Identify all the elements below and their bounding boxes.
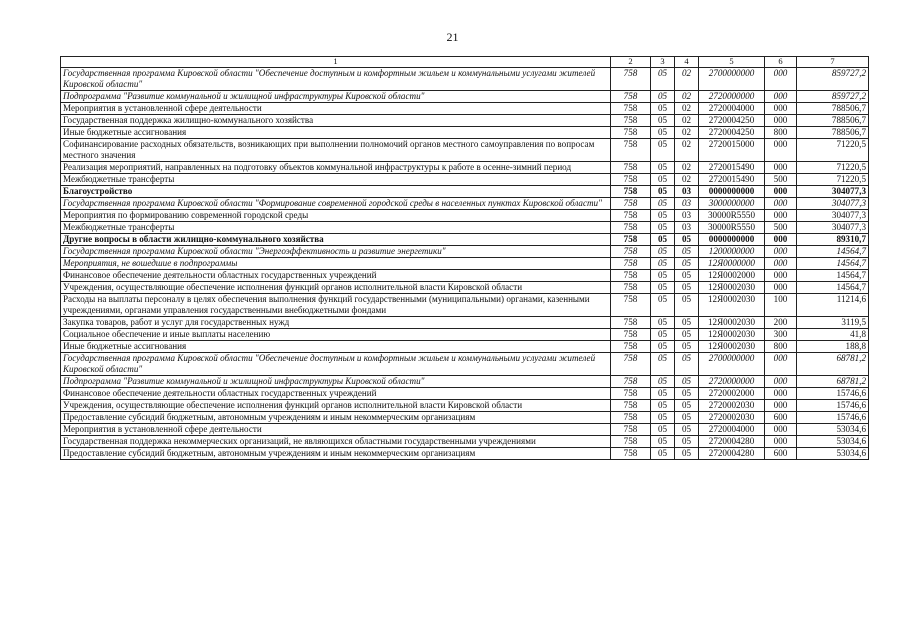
row-name: Мероприятия в установленной сфере деятельности bbox=[61, 424, 611, 436]
row-name: Благоустройство bbox=[61, 186, 611, 198]
row-subsection: 05 bbox=[675, 400, 699, 412]
row-admin-code: 758 bbox=[611, 388, 651, 400]
table-row bbox=[61, 294, 869, 317]
row-target-article: 2700000000 bbox=[699, 353, 765, 376]
table-row bbox=[61, 234, 869, 246]
row-section: 05 bbox=[651, 115, 675, 127]
row-admin-code: 758 bbox=[611, 400, 651, 412]
row-expense-type: 000 bbox=[765, 436, 797, 448]
row-admin-code: 758 bbox=[611, 174, 651, 186]
row-amount: 53034,6 bbox=[797, 448, 869, 460]
row-name: Межбюджетные трансферты bbox=[61, 174, 611, 186]
row-amount: 304077,3 bbox=[797, 222, 869, 234]
row-subsection: 05 bbox=[675, 424, 699, 436]
row-subsection: 05 bbox=[675, 234, 699, 246]
row-expense-type: 000 bbox=[765, 186, 797, 198]
row-subsection: 05 bbox=[675, 376, 699, 388]
row-target-article: 2720004000 bbox=[699, 103, 765, 115]
row-target-article: 3000000000 bbox=[699, 198, 765, 210]
row-amount: 304077,3 bbox=[797, 186, 869, 198]
row-expense-type: 000 bbox=[765, 68, 797, 91]
row-subsection: 02 bbox=[675, 91, 699, 103]
table-row bbox=[61, 210, 869, 222]
row-subsection: 05 bbox=[675, 294, 699, 317]
row-target-article: 12Я0002030 bbox=[699, 317, 765, 329]
row-subsection: 05 bbox=[675, 412, 699, 424]
row-name: Государственная поддержка жилищно-коммунального хозяйства bbox=[61, 115, 611, 127]
row-section: 05 bbox=[651, 412, 675, 424]
row-name: Финансовое обеспечение деятельности областных государственных учреждений bbox=[61, 270, 611, 282]
row-expense-type: 000 bbox=[765, 115, 797, 127]
row-expense-type: 800 bbox=[765, 341, 797, 353]
row-target-article: 2720015000 bbox=[699, 139, 765, 162]
row-target-article: 12Я0002000 bbox=[699, 270, 765, 282]
row-subsection: 05 bbox=[675, 258, 699, 270]
row-subsection: 05 bbox=[675, 329, 699, 341]
row-subsection: 05 bbox=[675, 270, 699, 282]
row-section: 05 bbox=[651, 162, 675, 174]
row-name: Финансовое обеспечение деятельности областных государственных учреждений bbox=[61, 388, 611, 400]
table-row bbox=[61, 139, 869, 162]
row-subsection: 05 bbox=[675, 436, 699, 448]
row-expense-type: 500 bbox=[765, 174, 797, 186]
header-cell: 4 bbox=[675, 57, 699, 68]
row-admin-code: 758 bbox=[611, 139, 651, 162]
row-target-article: 2700000000 bbox=[699, 68, 765, 91]
row-amount: 788506,7 bbox=[797, 103, 869, 115]
row-target-article: 30000R5550 bbox=[699, 222, 765, 234]
row-expense-type: 000 bbox=[765, 246, 797, 258]
row-subsection: 05 bbox=[675, 341, 699, 353]
row-amount: 304077,3 bbox=[797, 210, 869, 222]
row-target-article: 2720004250 bbox=[699, 115, 765, 127]
row-target-article: 2720004280 bbox=[699, 436, 765, 448]
row-subsection: 05 bbox=[675, 448, 699, 460]
row-expense-type: 000 bbox=[765, 103, 797, 115]
row-subsection: 05 bbox=[675, 246, 699, 258]
page-number: 21 bbox=[446, 30, 459, 44]
row-expense-type: 200 bbox=[765, 317, 797, 329]
row-subsection: 03 bbox=[675, 186, 699, 198]
row-name: Расходы на выплаты персоналу в целях обеспечения выполнения функций государственными (муниципальными) органами, казенными учреждениями, органами управления государственными внебюджетными фондами bbox=[61, 294, 611, 317]
row-target-article: 2720000000 bbox=[699, 376, 765, 388]
row-amount: 859727,2 bbox=[797, 68, 869, 91]
row-name: Подпрограмма "Развитие коммунальной и жилищной инфраструктуры Кировской области" bbox=[61, 91, 611, 103]
row-amount: 859727,2 bbox=[797, 91, 869, 103]
row-section: 05 bbox=[651, 234, 675, 246]
row-target-article: 1200000000 bbox=[699, 246, 765, 258]
row-target-article: 12Я0002030 bbox=[699, 282, 765, 294]
row-expense-type: 000 bbox=[765, 210, 797, 222]
row-target-article: 12Я0000000 bbox=[699, 258, 765, 270]
row-subsection: 05 bbox=[675, 353, 699, 376]
row-subsection: 05 bbox=[675, 282, 699, 294]
table-row bbox=[61, 258, 869, 270]
row-admin-code: 758 bbox=[611, 424, 651, 436]
row-subsection: 02 bbox=[675, 139, 699, 162]
table-row bbox=[61, 162, 869, 174]
row-admin-code: 758 bbox=[611, 448, 651, 460]
row-name: Учреждения, осуществляющие обеспечение исполнения функций органов исполнительной власти Кировской области bbox=[61, 282, 611, 294]
row-admin-code: 758 bbox=[611, 317, 651, 329]
row-section: 05 bbox=[651, 174, 675, 186]
row-amount: 14564,7 bbox=[797, 258, 869, 270]
table-header-row bbox=[61, 57, 869, 68]
row-expense-type: 600 bbox=[765, 412, 797, 424]
row-expense-type: 000 bbox=[765, 91, 797, 103]
row-section: 05 bbox=[651, 186, 675, 198]
row-section: 05 bbox=[651, 448, 675, 460]
row-expense-type: 300 bbox=[765, 329, 797, 341]
header-cell: 7 bbox=[797, 57, 869, 68]
row-amount: 14564,7 bbox=[797, 246, 869, 258]
row-expense-type: 000 bbox=[765, 376, 797, 388]
row-amount: 14564,7 bbox=[797, 270, 869, 282]
row-expense-type: 000 bbox=[765, 400, 797, 412]
row-subsection: 05 bbox=[675, 388, 699, 400]
table-row bbox=[61, 127, 869, 139]
row-expense-type: 000 bbox=[765, 139, 797, 162]
table-row bbox=[61, 91, 869, 103]
row-amount: 89310,7 bbox=[797, 234, 869, 246]
table-row bbox=[61, 400, 869, 412]
header-cell: 6 bbox=[765, 57, 797, 68]
row-expense-type: 000 bbox=[765, 282, 797, 294]
row-expense-type: 000 bbox=[765, 424, 797, 436]
row-name: Иные бюджетные ассигнования bbox=[61, 341, 611, 353]
row-target-article: 2720002030 bbox=[699, 412, 765, 424]
table-row bbox=[61, 198, 869, 210]
row-admin-code: 758 bbox=[611, 329, 651, 341]
row-admin-code: 758 bbox=[611, 234, 651, 246]
row-section: 05 bbox=[651, 127, 675, 139]
row-target-article: 2720002000 bbox=[699, 388, 765, 400]
row-amount: 11214,6 bbox=[797, 294, 869, 317]
row-admin-code: 758 bbox=[611, 186, 651, 198]
row-admin-code: 758 bbox=[611, 68, 651, 91]
row-section: 05 bbox=[651, 198, 675, 210]
row-expense-type: 500 bbox=[765, 222, 797, 234]
row-amount: 15746,6 bbox=[797, 388, 869, 400]
row-amount: 71220,5 bbox=[797, 162, 869, 174]
row-section: 05 bbox=[651, 376, 675, 388]
row-admin-code: 758 bbox=[611, 222, 651, 234]
row-admin-code: 758 bbox=[611, 258, 651, 270]
row-name: Государственная программа Кировской области "Формирование современной городской среды в населенных пунктах Кировской области" bbox=[61, 198, 611, 210]
row-section: 05 bbox=[651, 353, 675, 376]
row-name: Межбюджетные трансферты bbox=[61, 222, 611, 234]
row-name: Предоставление субсидий бюджетным, автономным учреждениям и иным некоммерческим организациям bbox=[61, 412, 611, 424]
row-target-article: 2720004250 bbox=[699, 127, 765, 139]
row-section: 05 bbox=[651, 436, 675, 448]
table-row bbox=[61, 376, 869, 388]
row-admin-code: 758 bbox=[611, 162, 651, 174]
row-section: 05 bbox=[651, 329, 675, 341]
row-section: 05 bbox=[651, 424, 675, 436]
row-amount: 68781,2 bbox=[797, 376, 869, 388]
row-section: 05 bbox=[651, 270, 675, 282]
row-admin-code: 758 bbox=[611, 115, 651, 127]
header-cell: 1 bbox=[61, 57, 611, 68]
row-name: Предоставление субсидий бюджетным, автономным учреждениям и иным некоммерческим организациям bbox=[61, 448, 611, 460]
table-row bbox=[61, 174, 869, 186]
row-target-article: 12Я0002030 bbox=[699, 341, 765, 353]
row-target-article: 2720002030 bbox=[699, 400, 765, 412]
table-row bbox=[61, 103, 869, 115]
row-section: 05 bbox=[651, 341, 675, 353]
row-section: 05 bbox=[651, 317, 675, 329]
row-amount: 304077,3 bbox=[797, 198, 869, 210]
table-row bbox=[61, 282, 869, 294]
row-name: Государственная программа Кировской области "Обеспечение доступным и комфортным жильем и коммунальными услугами жителей Кировской области" bbox=[61, 353, 611, 376]
row-subsection: 02 bbox=[675, 174, 699, 186]
row-section: 05 bbox=[651, 388, 675, 400]
row-admin-code: 758 bbox=[611, 376, 651, 388]
row-admin-code: 758 bbox=[611, 353, 651, 376]
row-section: 05 bbox=[651, 258, 675, 270]
row-amount: 788506,7 bbox=[797, 115, 869, 127]
row-amount: 71220,5 bbox=[797, 174, 869, 186]
row-name: Иные бюджетные ассигнования bbox=[61, 127, 611, 139]
row-amount: 68781,2 bbox=[797, 353, 869, 376]
row-admin-code: 758 bbox=[611, 210, 651, 222]
table-row bbox=[61, 329, 869, 341]
row-admin-code: 758 bbox=[611, 341, 651, 353]
row-amount: 15746,6 bbox=[797, 412, 869, 424]
row-subsection: 03 bbox=[675, 210, 699, 222]
row-amount: 41,8 bbox=[797, 329, 869, 341]
row-expense-type: 800 bbox=[765, 127, 797, 139]
row-admin-code: 758 bbox=[611, 91, 651, 103]
row-target-article: 2720000000 bbox=[699, 91, 765, 103]
table-row bbox=[61, 246, 869, 258]
table-row bbox=[61, 436, 869, 448]
row-subsection: 02 bbox=[675, 115, 699, 127]
header-cell: 3 bbox=[651, 57, 675, 68]
row-admin-code: 758 bbox=[611, 246, 651, 258]
header-cell: 2 bbox=[611, 57, 651, 68]
row-target-article: 12Я0002030 bbox=[699, 294, 765, 317]
row-name: Учреждения, осуществляющие обеспечение исполнения функций органов исполнительной власти Кировской области bbox=[61, 400, 611, 412]
row-admin-code: 758 bbox=[611, 127, 651, 139]
row-subsection: 02 bbox=[675, 68, 699, 91]
table-row bbox=[61, 317, 869, 329]
row-amount: 14564,7 bbox=[797, 282, 869, 294]
table-row bbox=[61, 186, 869, 198]
row-admin-code: 758 bbox=[611, 270, 651, 282]
row-name: Другие вопросы в области жилищно-коммунального хозяйства bbox=[61, 234, 611, 246]
table-row bbox=[61, 222, 869, 234]
row-section: 05 bbox=[651, 400, 675, 412]
row-amount: 71220,5 bbox=[797, 139, 869, 162]
row-name: Мероприятия, не вошедшие в подпрограммы bbox=[61, 258, 611, 270]
row-name: Государственная поддержка некоммерческих организаций, не являющихся областными государственными учреждениями bbox=[61, 436, 611, 448]
row-expense-type: 000 bbox=[765, 388, 797, 400]
row-name: Мероприятия по формированию современной городской среды bbox=[61, 210, 611, 222]
row-expense-type: 000 bbox=[765, 234, 797, 246]
table-row bbox=[61, 341, 869, 353]
table-row bbox=[61, 388, 869, 400]
row-expense-type: 000 bbox=[765, 162, 797, 174]
row-name: Государственная программа Кировской области "Энергоэффективность и развитие энергетики" bbox=[61, 246, 611, 258]
row-subsection: 03 bbox=[675, 198, 699, 210]
row-admin-code: 758 bbox=[611, 436, 651, 448]
row-name: Софинансирование расходных обязательств, возникающих при выполнении полномочий органов местного самоуправления по вопросам местного значения bbox=[61, 139, 611, 162]
row-section: 05 bbox=[651, 91, 675, 103]
row-admin-code: 758 bbox=[611, 103, 651, 115]
row-amount: 53034,6 bbox=[797, 436, 869, 448]
row-target-article: 0000000000 bbox=[699, 186, 765, 198]
table-row bbox=[61, 412, 869, 424]
row-subsection: 02 bbox=[675, 162, 699, 174]
row-section: 05 bbox=[651, 282, 675, 294]
row-admin-code: 758 bbox=[611, 294, 651, 317]
row-target-article: 2720004000 bbox=[699, 424, 765, 436]
table-row bbox=[61, 68, 869, 91]
row-expense-type: 000 bbox=[765, 270, 797, 282]
row-expense-type: 000 bbox=[765, 353, 797, 376]
row-target-article: 12Я0002030 bbox=[699, 329, 765, 341]
row-amount: 188,8 bbox=[797, 341, 869, 353]
row-admin-code: 758 bbox=[611, 198, 651, 210]
row-target-article: 2720015490 bbox=[699, 174, 765, 186]
row-expense-type: 000 bbox=[765, 258, 797, 270]
row-amount: 3119,5 bbox=[797, 317, 869, 329]
row-amount: 53034,6 bbox=[797, 424, 869, 436]
row-subsection: 05 bbox=[675, 317, 699, 329]
row-target-article: 2720015490 bbox=[699, 162, 765, 174]
row-subsection: 03 bbox=[675, 222, 699, 234]
row-name: Закупка товаров, работ и услуг для государственных нужд bbox=[61, 317, 611, 329]
row-expense-type: 000 bbox=[765, 198, 797, 210]
row-name: Подпрограмма "Развитие коммунальной и жилищной инфраструктуры Кировской области" bbox=[61, 376, 611, 388]
row-target-article: 2720004280 bbox=[699, 448, 765, 460]
row-name: Социальное обеспечение и иные выплаты населению bbox=[61, 329, 611, 341]
table-row bbox=[61, 353, 869, 376]
table-row bbox=[61, 270, 869, 282]
row-admin-code: 758 bbox=[611, 282, 651, 294]
row-name: Мероприятия в установленной сфере деятельности bbox=[61, 103, 611, 115]
table-row bbox=[61, 448, 869, 460]
row-section: 05 bbox=[651, 246, 675, 258]
table-body bbox=[61, 68, 869, 460]
row-amount: 788506,7 bbox=[797, 127, 869, 139]
row-expense-type: 600 bbox=[765, 448, 797, 460]
table-row bbox=[61, 424, 869, 436]
budget-table bbox=[60, 56, 869, 460]
row-subsection: 02 bbox=[675, 103, 699, 115]
row-section: 05 bbox=[651, 222, 675, 234]
row-name: Реализация мероприятий, направленных на подготовку объектов коммунальной инфраструктуры к работе в осенне-зимний период bbox=[61, 162, 611, 174]
table-row bbox=[61, 115, 869, 127]
row-section: 05 bbox=[651, 210, 675, 222]
row-section: 05 bbox=[651, 294, 675, 317]
row-section: 05 bbox=[651, 103, 675, 115]
row-admin-code: 758 bbox=[611, 412, 651, 424]
row-target-article: 30000R5550 bbox=[699, 210, 765, 222]
row-expense-type: 100 bbox=[765, 294, 797, 317]
row-amount: 15746,6 bbox=[797, 400, 869, 412]
row-section: 05 bbox=[651, 68, 675, 91]
row-target-article: 0000000000 bbox=[699, 234, 765, 246]
header-cell: 5 bbox=[699, 57, 765, 68]
row-name: Государственная программа Кировской области "Обеспечение доступным и комфортным жильем и коммунальными услугами жителей Кировской области" bbox=[61, 68, 611, 91]
row-section: 05 bbox=[651, 139, 675, 162]
row-subsection: 02 bbox=[675, 127, 699, 139]
